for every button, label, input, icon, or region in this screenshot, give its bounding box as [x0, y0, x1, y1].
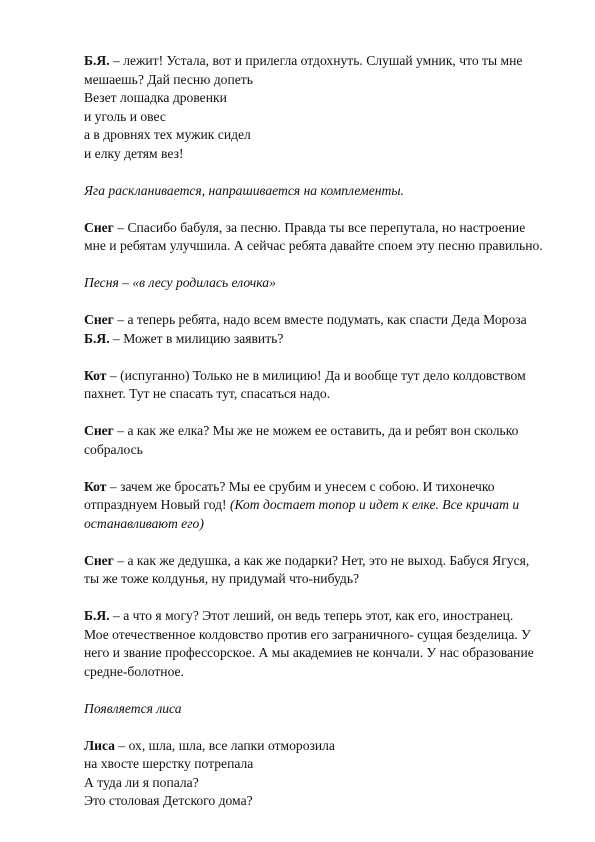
text-line: Мое отечественное колдовство против его заграничного- сущая безделица. У	[84, 626, 531, 642]
speech-block	[84, 367, 554, 404]
text-line: ты же тоже колдунья, ну придумай что-нибудь?	[84, 571, 360, 586]
text-line: и уголь и овес	[84, 108, 166, 124]
speaker-name: Кот	[84, 478, 107, 494]
text-line	[84, 330, 554, 349]
speech-text: – ох, шла, шла, все лапки отморозила	[114, 737, 335, 753]
text-line	[84, 496, 554, 515]
speaker-name: Снег	[84, 552, 114, 568]
text-line: А туда ли я попала?	[84, 774, 199, 790]
speech-block	[84, 607, 554, 681]
stage-direction	[84, 274, 554, 293]
speech-text: – (испуганно) Только не в милицию! Да и вообще тут дело колдовством	[106, 367, 526, 383]
speech-block	[84, 219, 554, 256]
speech-text: – а теперь ребята, надо всем вместе подумать, как спасти Деда Мороза	[113, 312, 527, 327]
text-line: а в дровнях тех мужик сидел	[84, 127, 251, 142]
speaker-name: Снег	[84, 312, 114, 327]
text-line: пахнет. Тут не спасать тут, спасаться надо.	[84, 386, 331, 401]
speech-text: – а что я могу? Этот леший, он ведь теперь этот, как его, иностранец.	[109, 608, 514, 623]
speech-text: – а как же дедушка, а как же подарки? Нет, это не выход. Бабуся Ягуся,	[113, 552, 530, 568]
direction-text: Появляется лиса	[84, 700, 182, 716]
speech-text: отпразднуем Новый год!	[84, 497, 230, 512]
text-line: Это столовая Детского дома?	[84, 793, 253, 808]
stage-direction-inline: (Кот достает топор и идет к елке. Все кричат и	[229, 497, 520, 512]
speech-block	[84, 737, 554, 811]
text-line	[84, 478, 554, 497]
speech-text: – лежит! Устала, вот и прилегла отдохнуть. Слушай умник, что ты мне	[109, 53, 523, 68]
speaker-name: Б.Я.	[84, 608, 110, 623]
speech-block	[84, 478, 554, 534]
speech-text: – Спасибо бабуля, за песню. Правда ты все перепутала, но настроение	[113, 219, 526, 235]
text-line: средне-болотное.	[84, 663, 184, 679]
speaker-name: Кот	[84, 367, 107, 383]
text-line: мешаешь? Дай песню допеть	[84, 71, 253, 87]
speech-text: – Может в милицию заявить?	[109, 330, 284, 346]
text-line: него и звание профессорское. А мы академиев не кончали. У нас образование	[84, 645, 534, 660]
text-line: и елку детям вез!	[84, 145, 184, 161]
text-line	[84, 52, 554, 71]
speaker-name: Снег	[84, 219, 114, 235]
text-line	[84, 737, 554, 756]
stage-direction-inline: останавливают его)	[84, 515, 204, 531]
speech-block	[84, 552, 554, 589]
text-line	[84, 367, 554, 386]
stage-direction	[84, 182, 554, 201]
speaker-name: Лиса	[84, 737, 115, 753]
direction-text: Яга раскланивается, напрашивается на комплементы.	[84, 182, 404, 198]
speech-block	[84, 422, 554, 459]
text-line: на хвосте шерстку потрепала	[84, 756, 254, 771]
text-line: Везет лошадка дровенки	[84, 90, 227, 105]
speech-text: – зачем же бросать? Мы ее срубим и унесем с собою. И тихонечко	[106, 478, 495, 494]
dialogue-block	[84, 311, 554, 348]
speaker-name: Б.Я.	[84, 53, 110, 68]
text-line	[84, 607, 554, 626]
speaker-name: Б.Я.	[84, 330, 110, 346]
speech-text: – а как же елка? Мы же не можем ее оставить, да и ребят вон сколько	[113, 423, 519, 438]
direction-text: Песня – «в лесу родилась елочка»	[84, 275, 276, 290]
text-line	[84, 422, 554, 441]
text-line: собралось	[84, 441, 143, 457]
text-line: мне и ребятам улучшила. А сейчас ребята давайте споем эту песню правильно.	[84, 238, 543, 253]
text-line	[84, 219, 554, 238]
stage-direction	[84, 700, 554, 719]
text-line	[84, 552, 554, 571]
speaker-name: Снег	[84, 423, 114, 438]
speech-block	[84, 52, 554, 163]
text-line	[84, 311, 554, 330]
document-page	[84, 52, 554, 829]
